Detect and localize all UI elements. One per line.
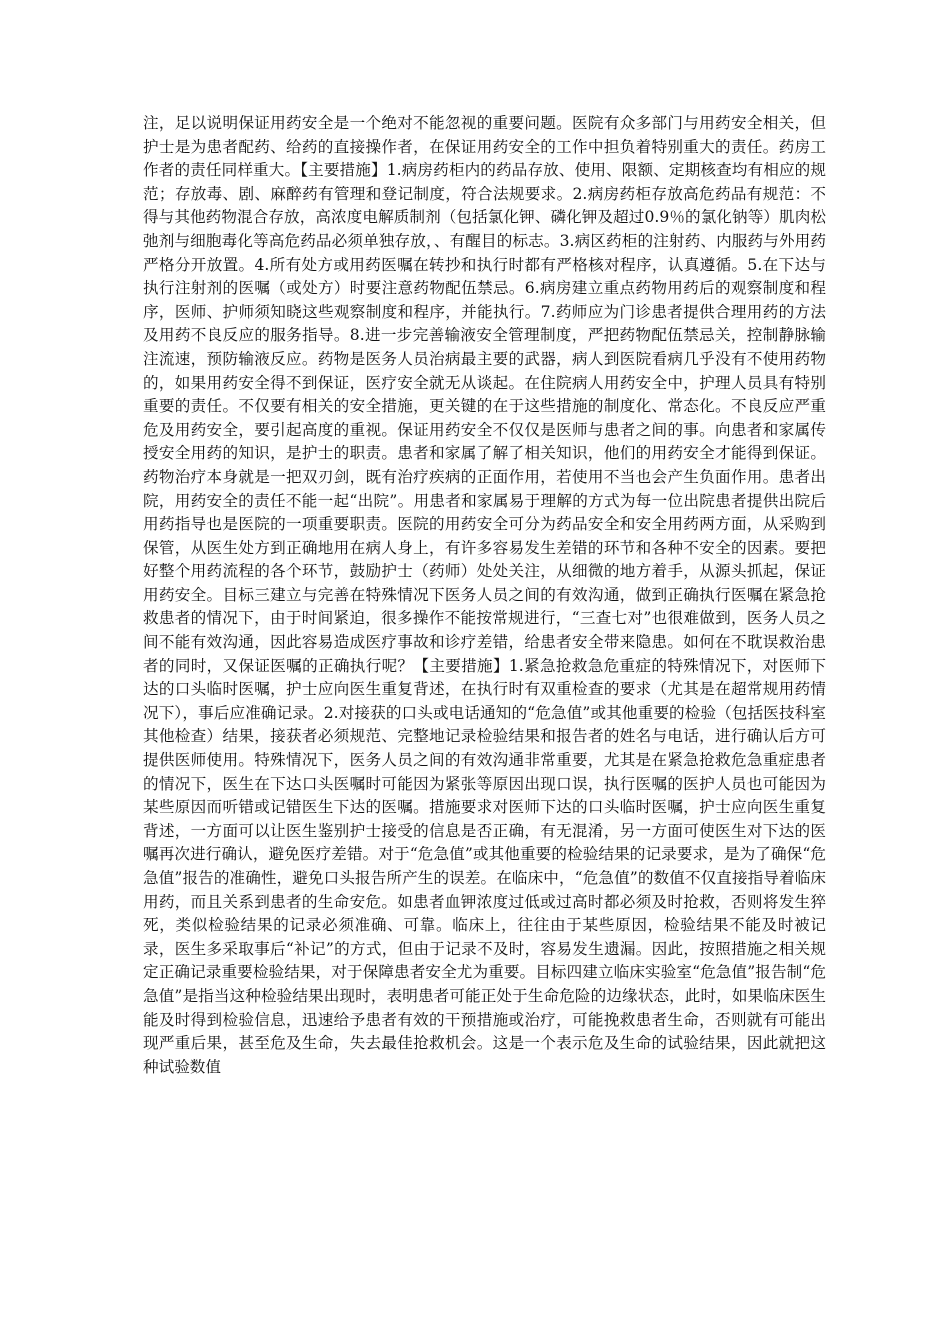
document-page (143, 112, 826, 1079)
body-paragraph: 注，足以说明保证用药安全是一个绝对不能忽视的重要问题。医院有众多部门与用药安全相关，但护士是为患者配药、给药的直接操作者，在保证用药安全的工作中担负着特别重大的责任。药房工作者的责任同样重大。【主要措施】1.病房药柜内的药品存放、使用、限额、定期核查均有相应的规范；存放毒、剧、麻醉药有管理和登记制度，符合法规要求。2.病房药柜存放高危药品有规范：不得与其他药物混合存放，高浓度电解质制剂（包括氯化钾、磷化钾及超过0.9％的氯化钠等）肌肉松弛剂与细胞毒化等高危药品必须单独存放，、有醒目的标志。3.病区药柜的注射药、内服药与外用药严格分开放置。4.所有处方或用药医嘱在转抄和执行时都有严格核对程序，认真遵循。5.在下达与执行注射剂的医嘱（或处方）时要注意药物配伍禁忌。6.病房建立重点药物用药后的观察制度和程序，医师、护师须知晓这些观察制度和程序，并能执行。7.药师应为门诊患者提供合理用药的方法及用药不良反应的服务指导。8.进一步完善输液安全管理制度，严把药物配伍禁忌关，控制静脉输注流速，预防输液反应。药物是医务人员治病最主要的武器，病人到医院看病几乎没有不使用药物的，如果用药安全得不到保证，医疗安全就无从谈起。在住院病人用药安全中，护理人员具有特别重要的责任。不仅要有相关的安全措施，更关键的在于这些措施的制度化、常态化。不良反应严重危及用药安全，要引起高度的重视。保证用药安全不仅仅是医师与患者之间的事。向患者和家属传授安全用药的知识，是护士的职责。患者和家属了解了相关知识，他们的用药安全才能得到保证。药物治疗本身就是一把双刃剑，既有治疗疾病的正面作用，若使用不当也会产生负面作用。患者出院，用药安全的责任不能一起“出院”。用患者和家属易于理解的方式为每一位出院患者提供出院后用药指导也是医院的一项重要职责。医院的用药安全可分为药品安全和安全用药两方面，从采购到保管，从医生处方到正确地用在病人身上，有许多容易发生差错的环节和各种不安全的因素。要把好整个用药流程的各个环节，鼓励护士（药师）处处关注，从细微的地方着手，从源头抓起，保证用药安全。目标三建立与完善在特殊情况下医务人员之间的有效沟通，做到正确执行医嘱在紧急抢救患者的情况下，由于时间紧迫，很多操作不能按常规进行，“三查七对”也很难做到，医务人员之间不能有效沟通，因此容易造成医疗事故和诊疗差错，给患者安全带来隐患。如何在不耽误救治患者的同时，又保证医嘱的正确执行呢？【主要措施】1.紧急抢救急危重症的特殊情况下，对医师下达的口头临时医嘱，护士应向医生重复背述，在执行时有双重检查的要求（尤其是在超常规用药情况下），事后应准确记录。2.对接获的口头或电话通知的“危急值”或其他重要的检验（包括医技科室其他检查）结果，接获者必须规范、完整地记录检验结果和报告者的姓名与电话，进行确认后方可提供医师使用。特殊情况下，医务人员之间的有效沟通非常重要，尤其是在紧急抢救危急重症患者的情况下，医生在下达口头医嘱时可能因为紧张等原因出现口误，执行医嘱的医护人员也可能因为某些原因而听错或记错医生下达的医嘱。措施要求对医师下达的口头临时医嘱，护士应向医生重复背述，一方面可以让医生鉴别护士接受的信息是否正确，有无混淆，另一方面可使医生对下达的医嘱再次进行确认，避免医疗差错。对于“危急值”或其他重要的检验结果的记录要求，是为了确保“危急值”报告的准确性，避免口头报告所产生的误差。在临床中，“危急值”的数值不仅直接指导着临床用药，而且关系到患者的生命安危。如患者血钾浓度过低或过高时都必须及时抢救，否则将发生猝死，类似检验结果的记录必须准确、可靠。临床上，往往由于某些原因，检验结果不能及时被记录，医生多采取事后“补记”的方式，但由于记录不及时，容易发生遗漏。因此，按照措施之相关规定正确记录重要检验结果，对于保障患者安全尤为重要。目标四建立临床实验室“危急值”报告制“危急值”是指当这种检验结果出现时，表明患者可能正处于生命危险的边缘状态，此时，如果临床医生能及时得到检验信息，迅速给予患者有效的干预措施或治疗，可能挽救患者生命，否则就有可能出现严重后果，甚至危及生命，失去最佳抢救机会。这是一个表示危及生命的试验结果，因此就把这种试验数值 (143, 114, 826, 1076)
